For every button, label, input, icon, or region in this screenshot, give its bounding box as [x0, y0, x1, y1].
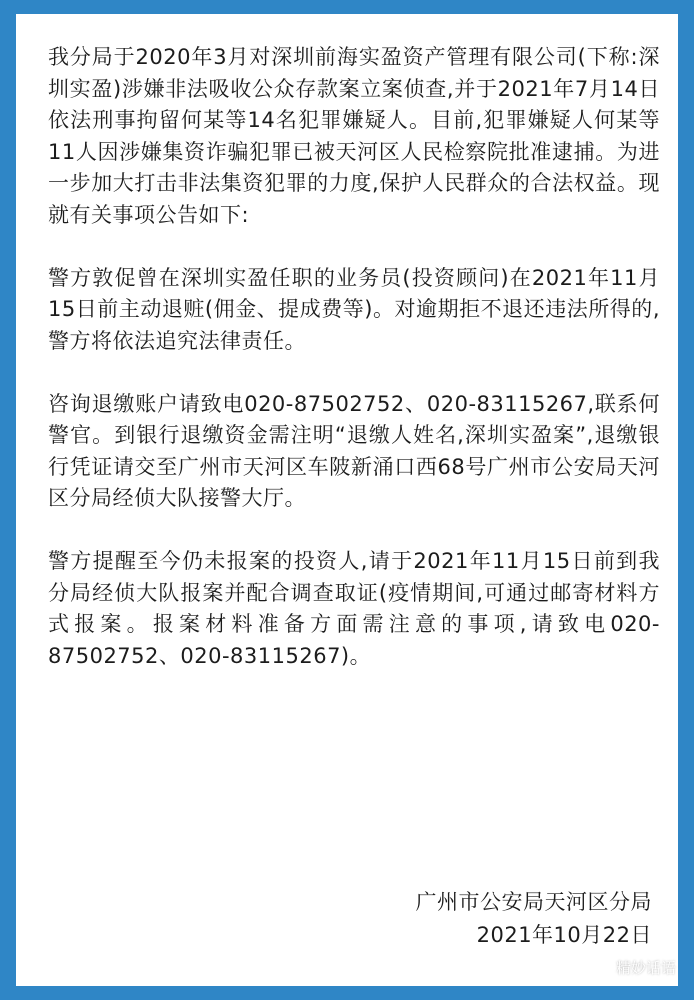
- paragraph-contact-account: 咨询退缴账户请致电020-87502752、020-83115267,联系何警官。到银行退缴资金需注明“退缴人姓名,深圳实盈案”,退缴银行凭证请交至广州市天河区车陂新涌口西68号广州市公安局天河区分局经侦大队接警大厅。: [48, 391, 660, 510]
- signature-org: 广州市公安局天河区分局: [415, 890, 652, 914]
- signature-date: 2021年10月22日: [476, 923, 652, 947]
- paragraph-case-intro: 我分局于2020年3月对深圳前海实盈资产管理有限公司(下称:深圳实盈)涉嫌非法吸收公众存款案立案侦查,并于2021年7月14日依法刑事拘留何某等14名犯罪嫌疑人。目前,犯罪嫌疑人何某等11人因涉嫌集资诈骗犯罪已被天河区人民检察院批准逮捕。为进一步加大打击非法集资犯罪的力度,保护人民群众的合法权益。现就有关事项公告如下:: [48, 45, 660, 227]
- announcement-body: [48, 42, 660, 704]
- signature-block: [416, 886, 653, 952]
- paragraph-urge-return: 警方敦促曾在深圳实盈任职的业务员(投资顾问)在2021年11月15日前主动退赃(佣金、提成费等)。对逾期拒不退还违法所得的,警方将依法追究法律责任。: [48, 265, 660, 353]
- paragraph-report-reminder: 警方提醒至今仍未报案的投资人,请于2021年11月15日前到我分局经侦大队报案并配合调查取证(疫情期间,可通过邮寄材料方式报案。报案材料准备方面需注意的事项,请致电020-87502752、020-83115267)。: [48, 549, 660, 668]
- wechat-icon: [588, 959, 610, 977]
- watermark: [588, 957, 676, 978]
- watermark-text: 精妙话语: [615, 959, 676, 977]
